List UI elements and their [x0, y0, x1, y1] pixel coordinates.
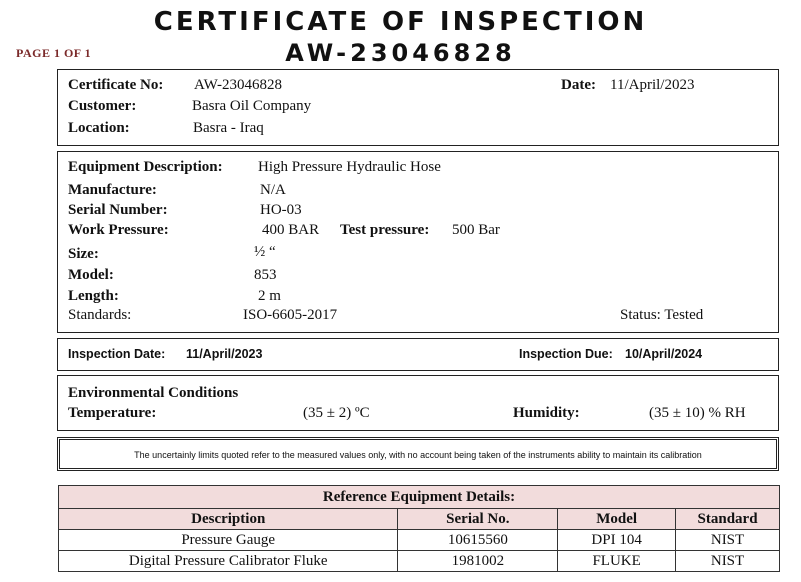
status-text: Status: Tested — [620, 307, 704, 323]
table-cell: NIST — [676, 530, 780, 551]
table-header-row — [59, 509, 780, 530]
table-cell: 10615560 — [398, 530, 558, 551]
page-title: CERTIFICATE OF INSPECTION — [153, 7, 648, 37]
table-caption-row — [59, 486, 780, 509]
uncertainty-note-box — [57, 437, 779, 471]
column-header-serial: Serial No. — [398, 509, 558, 530]
inspection-date-label: Inspection Date: — [68, 347, 166, 361]
location-label: Location: — [68, 120, 130, 136]
certificate-code: AW-23046828 — [285, 39, 516, 67]
table-cell: Digital Pressure Calibrator Fluke — [59, 551, 398, 572]
humidity-label: Humidity: — [513, 405, 580, 421]
table-cell: Pressure Gauge — [59, 530, 398, 551]
environment-box — [57, 375, 779, 431]
inspection-date-value: 11/April/2023 — [186, 347, 263, 361]
size-label: Size: — [68, 246, 99, 262]
inspection-due-label: Inspection Due: — [519, 347, 613, 361]
serial-number-value: HO-03 — [260, 202, 302, 218]
reference-table-title: Reference Equipment Details: — [59, 486, 780, 509]
reference-equipment-table — [58, 485, 780, 572]
column-header-standard: Standard — [676, 509, 780, 530]
temperature-label: Temperature: — [68, 405, 157, 421]
serial-number-label: Serial Number: — [68, 202, 168, 218]
length-value: 2 m — [258, 288, 281, 304]
standards-value: ISO-6605-2017 — [243, 307, 338, 323]
column-header-description: Description — [59, 509, 398, 530]
equipment-box — [57, 151, 779, 333]
table-cell: 1981002 — [398, 551, 558, 572]
customer-value: Basra Oil Company — [192, 98, 312, 114]
test-pressure-value: 500 Bar — [452, 222, 500, 238]
equipment-description-value: High Pressure Hydraulic Hose — [258, 159, 441, 175]
model-value: 853 — [254, 267, 277, 283]
work-pressure-value: 400 BAR — [262, 222, 320, 238]
location-value: Basra - Iraq — [193, 120, 264, 136]
test-pressure-label: Test pressure: — [340, 222, 430, 238]
size-value: ½ “ — [254, 244, 276, 260]
work-pressure-label: Work Pressure: — [68, 222, 169, 238]
date-value: 11/April/2023 — [610, 77, 695, 93]
length-label: Length: — [68, 288, 119, 304]
table-row — [59, 551, 780, 572]
temperature-value: (35 ± 2) ºC — [303, 405, 370, 421]
column-header-model: Model — [558, 509, 676, 530]
table-cell: DPI 104 — [558, 530, 676, 551]
certificate-info-box — [57, 69, 779, 146]
equipment-description-label: Equipment Description: — [68, 159, 223, 175]
date-label: Date: — [561, 77, 596, 93]
cert-no-label: Certificate No: — [68, 77, 164, 93]
manufacture-value: N/A — [260, 182, 286, 198]
humidity-value: (35 ± 10) % RH — [649, 405, 746, 421]
manufacture-label: Manufacture: — [68, 182, 157, 198]
inspection-dates-box — [57, 338, 779, 371]
standards-label: Standards: — [68, 307, 132, 323]
table-cell: NIST — [676, 551, 780, 572]
uncertainty-note: The uncertainly limits quoted refer to the measured values only, with no account being taken of the instruments ability to maintain its calibration — [134, 450, 702, 460]
model-label: Model: — [68, 267, 114, 283]
table-row — [59, 530, 780, 551]
cert-no-value: AW-23046828 — [194, 77, 282, 93]
inspection-due-value: 10/April/2024 — [625, 347, 703, 361]
environment-title: Environmental Conditions — [68, 385, 239, 401]
customer-label: Customer: — [68, 98, 137, 114]
table-cell: FLUKE — [558, 551, 676, 572]
page-indicator: PAGE 1 OF 1 — [16, 46, 92, 60]
